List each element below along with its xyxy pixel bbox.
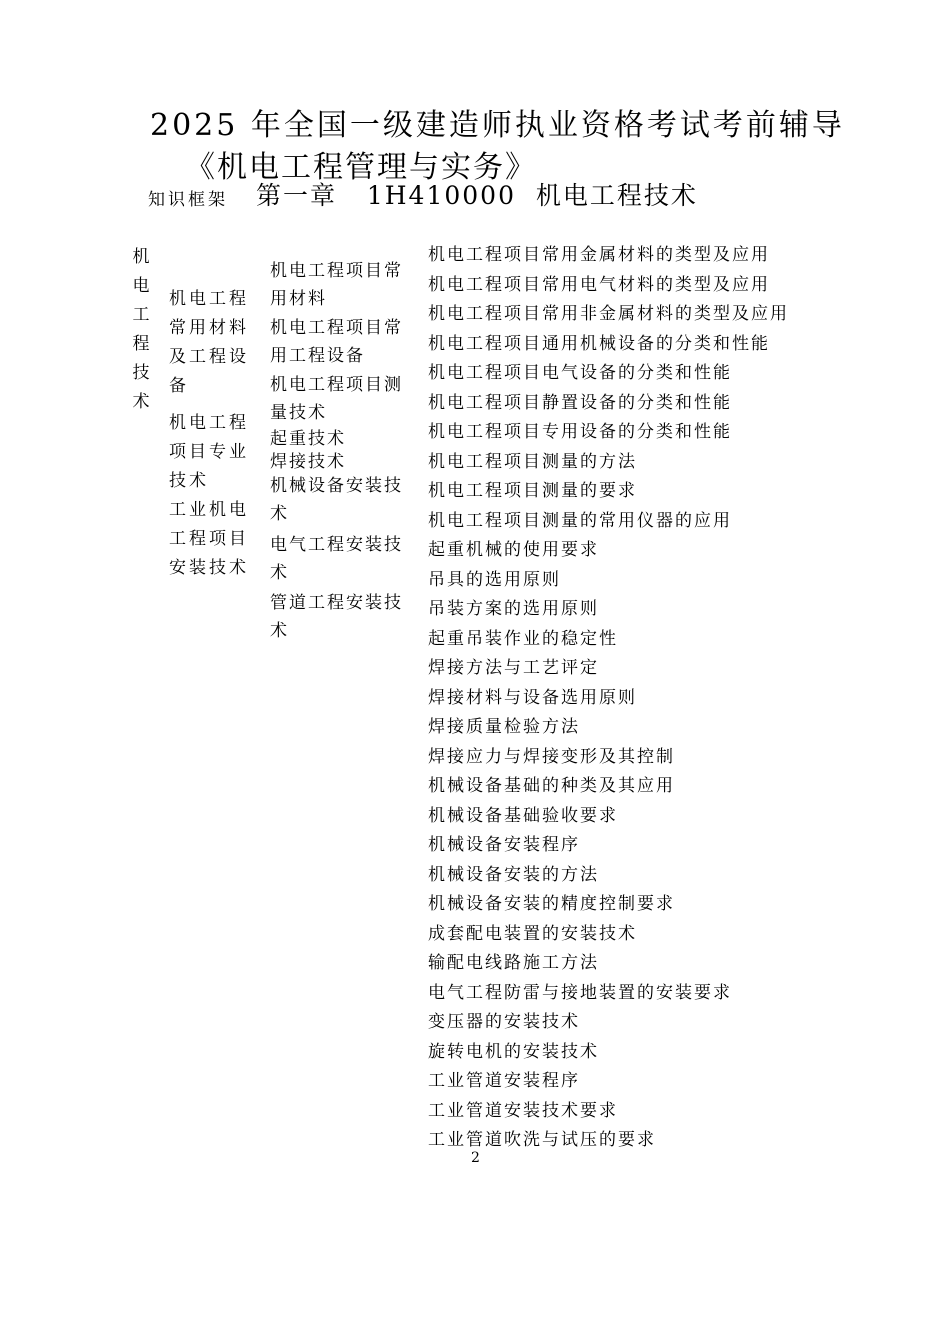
tree-level4-item: 起重机械的使用要求: [428, 540, 599, 560]
document-title-line1: 2025 年全国一级建造师执业资格考试考前辅导: [150, 108, 845, 143]
document-title-line2: 《机电工程管理与实务》: [185, 150, 537, 185]
tree-level4-item: 焊接方法与工艺评定: [428, 658, 599, 678]
tree-level4-item: 成套配电装置的安装技术: [428, 923, 637, 944]
tree-level4-item: 机械设备安装的精度控制要求: [428, 894, 675, 914]
tree-level4-item: 机械设备安装的方法: [428, 864, 599, 885]
tree-level4-item: 旋转电机的安装技术: [428, 1041, 599, 1062]
tree-level1-char: 机: [132, 247, 150, 267]
tree-level4-item: 机械设备基础验收要求: [428, 805, 618, 826]
tree-level4-item: 工业管道吹洗与试压的要求: [428, 1130, 656, 1150]
tree-level4-item: 机电工程项目专用设备的分类和性能: [428, 422, 732, 442]
tree-level2-item: 机电工程项目专业技术: [169, 413, 249, 491]
tree-level1-char: 技: [132, 363, 150, 383]
tree-level1-char: 电: [132, 276, 150, 296]
tree-level4-item: 工业管道安装技术要求: [428, 1100, 618, 1121]
tree-level4-item: 焊接应力与焊接变形及其控制: [428, 746, 675, 767]
tree-level3-item: 起重技术: [270, 429, 346, 449]
tree-level4-item: 机械设备安装程序: [428, 835, 580, 855]
tree-level1-column: [130, 243, 152, 417]
tree-level3-item: 机电工程项目常用材料: [270, 261, 403, 309]
tree-level4-item: 机电工程项目通用机械设备的分类和性能: [428, 333, 770, 354]
subtitle-label: 知识框架: [148, 190, 228, 210]
tree-level4-item: 机电工程项目常用电气材料的类型及应用: [428, 274, 770, 295]
tree-level4-item: 工业管道安装程序: [428, 1071, 580, 1091]
tree-level4-item: 机电工程项目常用金属材料的类型及应用: [428, 245, 770, 265]
tree-level3-item: 管道工程安装技术: [270, 593, 403, 641]
tree-level4-item: 焊接材料与设备选用原则: [428, 687, 637, 708]
tree-level3-item: 电气工程安装技术: [270, 535, 403, 583]
tree-level4-item: 机电工程项目电气设备的分类和性能: [428, 363, 732, 383]
tree-level3-item: 机械设备安装技术: [270, 476, 403, 524]
tree-level1-char: 术: [132, 392, 150, 412]
tree-level4-item: 吊装方案的选用原则: [428, 599, 599, 619]
tree-level2-item: 机电工程常用材料及工程设备: [169, 289, 249, 396]
tree-level4-item: 机电工程项目测量的方法: [428, 451, 637, 472]
tree-level4-item: 电气工程防雷与接地装置的安装要求: [428, 982, 732, 1003]
tree-level1-char: 工: [132, 305, 150, 325]
tree-level3-item: 机电工程项目测量技术: [270, 375, 403, 423]
tree-level4-list: [428, 243, 789, 1158]
tree-level1-char: 程: [132, 334, 150, 354]
tree-level4-item: 输配电线路施工方法: [428, 953, 599, 973]
tree-level4-item: 起重吊装作业的稳定性: [428, 628, 618, 649]
tree-level3-item: 机电工程项目常用工程设备: [270, 318, 403, 366]
tree-level2-item: 工业机电工程项目安装技术: [169, 500, 249, 578]
page-number: 2: [471, 1150, 480, 1166]
tree-level4-item: 机电工程项目测量的常用仪器的应用: [428, 510, 732, 531]
tree-level4-item: 机电工程项目测量的要求: [428, 481, 637, 501]
tree-level4-item: 机电工程项目常用非金属材料的类型及应用: [428, 304, 789, 324]
tree-level4-item: 机电工程项目静置设备的分类和性能: [428, 392, 732, 413]
chapter-heading: 第一章 1H410000 机电工程技术: [256, 181, 698, 210]
tree-level4-item: 机械设备基础的种类及其应用: [428, 776, 675, 796]
tree-level4-item: 变压器的安装技术: [428, 1012, 580, 1032]
tree-level4-item: 焊接质量检验方法: [428, 717, 580, 737]
tree-level4-item: 吊具的选用原则: [428, 569, 561, 590]
tree-level3-item: 焊接技术: [270, 452, 346, 472]
